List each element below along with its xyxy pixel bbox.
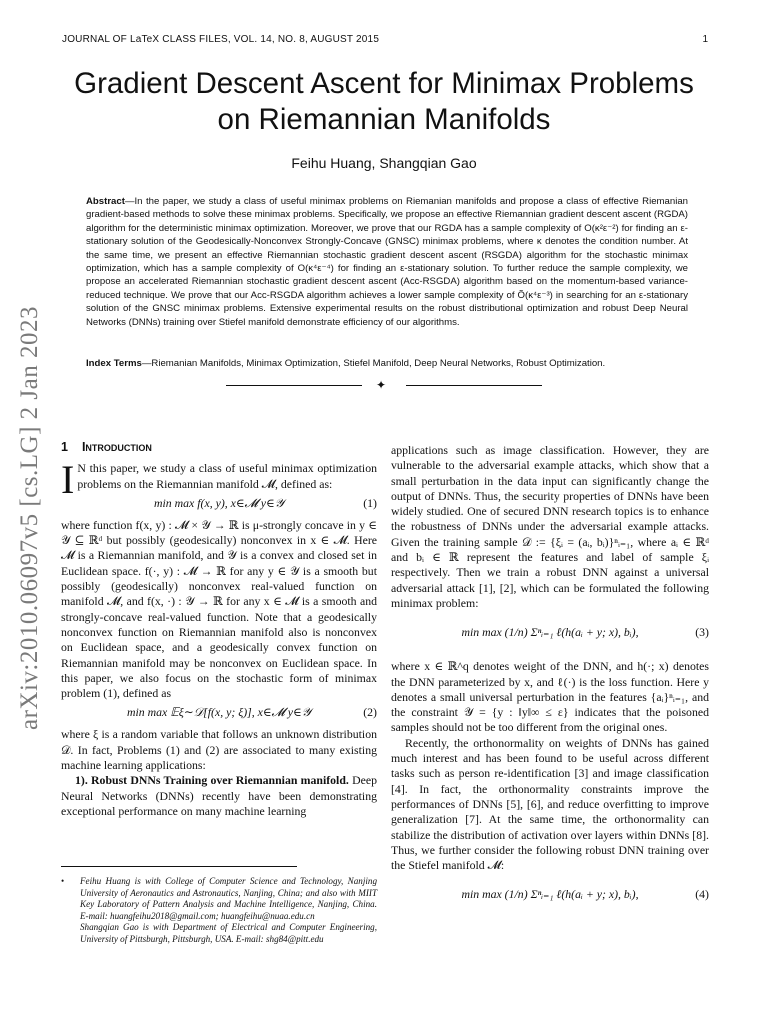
footnote-affiliation-1: Feihu Huang is with College of Computer Science and Technology, Nanjing University of Aeronautics and Astronautics, Nanjing, China; and also with MIIT Key Laboratory of Pattern Analysis and Machine Intelligence, Nanjing, China. E-mail: huangfeihu2018@gmail.com; huangfeihu@nuaa.edu.cn xyxy=(80,876,377,921)
equation-1-number: (1) xyxy=(363,495,377,510)
equation-4-body: min max (1/n) Σⁿᵢ₌₁ ℓ(h(aᵢ + y; x), bᵢ), xyxy=(461,887,639,902)
section-title: Introduction xyxy=(81,440,152,454)
divider-line-left xyxy=(226,385,362,386)
footnote-bullet: • xyxy=(61,876,65,886)
intro-paragraph-4-text: Deep Neural Networks (DNNs) recently have been demonstrating exceptional performance on many machine learning xyxy=(61,773,377,818)
page-number: 1 xyxy=(702,34,708,45)
footnote-rule xyxy=(61,866,297,867)
divider-line-right xyxy=(406,385,542,386)
section-heading xyxy=(61,440,377,455)
application-heading: 1). Robust DNNs Training over Riemannian manifold. xyxy=(75,773,349,788)
index-terms-text: —Riemanian Manifolds, Minimax Optimization, Stiefel Manifold, Deep Neural Networks, Robust Optimization. xyxy=(141,358,606,369)
index-terms xyxy=(86,357,688,370)
equation-4-number: (4) xyxy=(695,887,709,902)
abstract xyxy=(86,195,688,329)
paper-title xyxy=(0,66,768,138)
right-paragraph-3: Recently, the orthonormality on weights of DNNs has gained much interest and has been found to be useful across different tasks such as person re-identification [3] and image classification [4]. In fact, the orthonormality constraints improve the performances of DNNs [5], [6], and reduce overfitting to improve generalization [7]. At the same time, the orthonormality can stabilize the distribution of activation over layers within DNNs [8]. Thus, we further consider the following robust DNN training over the Stiefel manifold 𝓜: xyxy=(391,735,709,873)
author-list: Feihu Huang, Shangqian Gao xyxy=(291,155,477,171)
section-divider xyxy=(226,378,542,392)
equation-3-body: min max (1/n) Σⁿᵢ₌₁ ℓ(h(aᵢ + y; x), bᵢ), xyxy=(461,625,639,640)
equation-2-body: min max 𝔼ξ∼𝒟[f(x, y; ξ)], x∈𝓜 y∈𝒴 xyxy=(126,705,312,720)
right-paragraph-1: applications such as image classification. However, they are vulnerable to the adversarial example attacks, which show that a small perturbation in the data input can significantly change the output of DNNs. Thus, the security properties of DNNs have been widely studied. One of secured DNN research topics is to enhance the robustness of DNNs under the adversarial example attacks. Given the training sample 𝒟 := {ξᵢ = (aᵢ, bᵢ)}ⁿᵢ₌₁, where aᵢ ∈ ℝᵈ and bᵢ ∈ ℝ represent the features and label of sample ξᵢ respectively. Then we train a robust DNN against a universal adversarial attack [1], [2], which can be formulated the following minimax problem: xyxy=(391,443,709,610)
abstract-label: Abstract xyxy=(86,196,125,207)
equation-2-number: (2) xyxy=(363,705,377,720)
equation-3 xyxy=(391,611,709,659)
running-header: JOURNAL OF LaTeX CLASS FILES, VOL. 14, NO. 8, AUGUST 2015 xyxy=(62,34,380,45)
drop-cap: I xyxy=(61,457,75,503)
diamond-icon: ✦ xyxy=(376,378,387,392)
title-line-1: Gradient Descent Ascent for Minimax Problems xyxy=(74,67,694,100)
index-terms-label: Index Terms xyxy=(86,358,142,369)
right-column xyxy=(391,443,709,921)
equation-4 xyxy=(391,873,709,921)
footnotes xyxy=(61,876,377,946)
arxiv-identifier-stamp: arXiv:2010.06097v5 [cs.LG] 2 Jan 2023 xyxy=(16,306,43,730)
title-line-2: on Riemannian Manifolds xyxy=(217,103,551,136)
footnote-affiliation-2: Shangqian Gao is with Department of Electrical and Computer Engineering, University of Pittsburgh, Pittsburgh, USA. E-mail: shg84@pitt.edu xyxy=(80,922,377,944)
left-column xyxy=(61,440,377,819)
intro-paragraph-3: where ξ is a random variable that follows an unknown distribution 𝒟. In fact, Problems (1) and (2) are associated to many existing machine learning applications: xyxy=(61,727,377,773)
right-paragraph-2: where x ∈ ℝ^q denotes weight of the DNN, and h(·; x) denotes the DNN parameterized by x, and ℓ(·) is the loss function. Here y denotes a small universal perturbation in the features {aᵢ}ⁿᵢ₌₁, and the constraint 𝒴 = {y : ‖y‖∞ ≤ ε} indicates that the poisoned samples should not be too different from the original ones. xyxy=(391,659,709,735)
intro-paragraph-1-text: N this paper, we study a class of useful minimax optimization problems on the Riemannian manifold 𝓜, defined as: xyxy=(77,461,377,491)
intro-paragraph-4 xyxy=(61,773,377,819)
equation-2 xyxy=(61,701,377,727)
equation-3-number: (3) xyxy=(695,625,709,640)
section-number: 1 xyxy=(61,440,68,454)
equation-1-body: min max f(x, y), x∈𝓜 y∈𝒴 xyxy=(154,495,284,510)
equation-1 xyxy=(61,492,377,518)
abstract-text: —In the paper, we study a class of useful minimax problems on Riemanian manifolds and propose a class of effective Riemanian gradient-based methods to solve these minimax problems. Specifically, we propose an effective Riemannian gradient descent ascent (RGDA) algorithm for the deterministic minimax optimization. Moreover, we prove that our RGDA has a sample complexity of O(κ²ε⁻²) for finding an ε-stationary solution of the Geodesically-Nonconvex Strongly-Concave (GNSC) minimax problems, where κ denotes the condition number. At the same time, we present an effective Riemannian stochastic gradient descent ascent (RSGDA) algorithm for the stochastic minimax optimization, which has a sample complexity of O(κ⁴ε⁻⁴) for finding an ε-stationary solution. To further reduce the sample complexity, we propose an accelerated Riemannian stochastic gradient descent ascent (Acc-RSGDA) algorithm based on the momentum-based variance-reduced technique. We prove that our Acc-RSGDA algorithm achieves a lower sample complexity of Õ(κ⁴ε⁻³) in searching for an ε-stationary solution of the GNSC minimax problems. Extensive experimental results on the robust distributional optimization and robust Deep Neural Networks (DNNs) training over Stiefel manifold demonstrate efficiency of our algorithms. xyxy=(86,196,688,328)
intro-paragraph-2: where function f(x, y) : 𝓜 × 𝒴 → ℝ is μ-strongly concave in y ∈ 𝒴 ⊆ ℝᵈ but possibly (geodesically) nonconvex in x ∈ 𝓜. Here 𝓜 is a Riemannian manifold, and 𝒴 is a convex and closed set in Euclidean space. f(·, y) : 𝓜 → ℝ for any y ∈ 𝒴 is a smooth but possibly (geodesically) nonconvex real-valued function on manifold 𝓜, and f(x, ·) : 𝒴 → ℝ for any x ∈ 𝓜 is a smooth and strongly-concave real-valued function. Note that a geodesically nonconvex function on Riemannian manifold also is nonconvex on Euclidean space, and a geodesically convex function on Riemannian manifold may be nonconvex on Euclidean space. In this paper, we also focus on the stochastic form of minimax problem (1), defined as xyxy=(61,517,377,701)
